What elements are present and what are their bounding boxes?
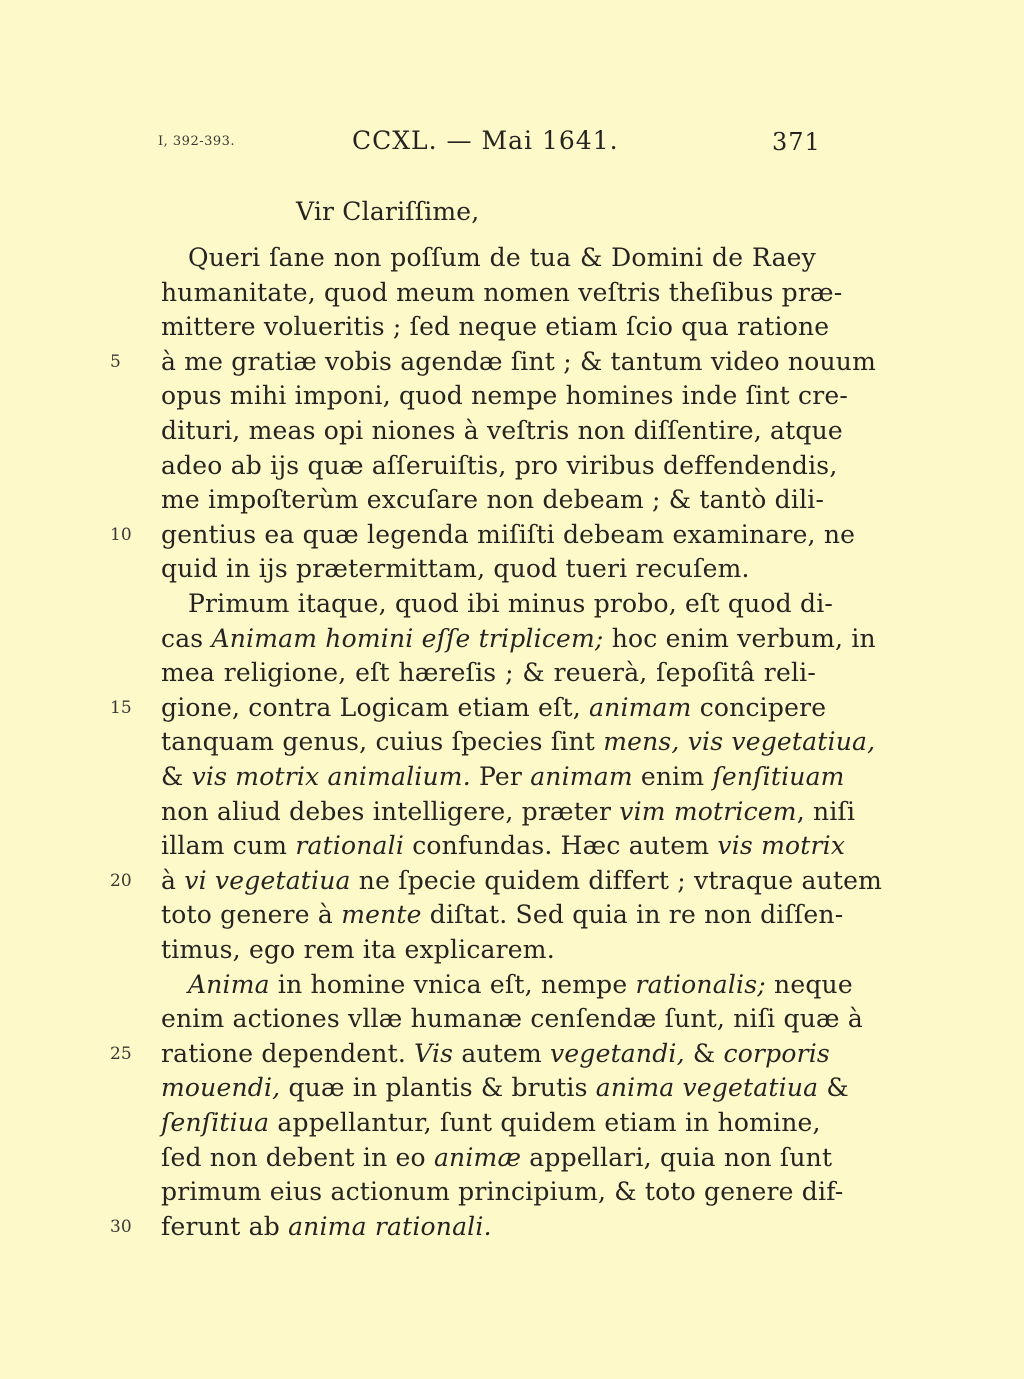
text-span: & <box>684 1039 724 1068</box>
text-span: ne ſpecie quidem differt ; vtraque autem <box>350 866 883 895</box>
text-line <box>161 414 843 448</box>
text-span: illam cum <box>161 831 296 860</box>
text-span: mea religione, eſt hæreſis ; & reuerà, ſepoſitâ reli- <box>161 658 816 687</box>
text-span: autem <box>453 1039 551 1068</box>
italic-span: animam <box>530 762 633 791</box>
italic-span: mouendi, <box>161 1073 281 1102</box>
text-line <box>161 1037 830 1071</box>
italic-span: vi vegetatiua <box>184 866 351 895</box>
text-span: enim <box>632 762 713 791</box>
text-span: gentius ea quæ legenda miſiſti debeam examinare, ne <box>161 520 856 549</box>
italic-span: mente <box>341 900 422 929</box>
text-span: quid in ijs prætermittam, quod tueri recuſem. <box>161 554 750 583</box>
text-span: me impoſterùm excuſare non debeam ; & tantò dili- <box>161 485 825 514</box>
line-number: 15 <box>110 698 132 718</box>
text-span: Primum itaque, quod ibi minus probo, eſt quod di- <box>188 589 834 618</box>
italic-span: vegetandi, <box>550 1039 685 1068</box>
italic-span: Animam homini eſſe triplicem; <box>211 624 604 653</box>
line-number: 20 <box>110 871 132 891</box>
italic-span: rationali <box>295 831 405 860</box>
text-span: dituri, meas opi niones à veſtris non diſſentire, atque <box>161 416 843 445</box>
text-line <box>188 968 853 1002</box>
text-span: ratione dependent. <box>161 1039 415 1068</box>
text-span: & <box>818 1073 849 1102</box>
text-span: ſed non debent in eo <box>161 1143 434 1172</box>
text-span: Queri ſane non poſſum de tua & Domini de Raey <box>188 243 816 272</box>
running-head-title: CCXL. — Mai 1641. <box>352 126 619 155</box>
text-span: confundas. Hæc autem <box>404 831 718 860</box>
text-line <box>161 1071 849 1105</box>
text-span: neque <box>765 970 853 999</box>
text-span: concipere <box>691 693 827 722</box>
text-line <box>188 241 816 275</box>
text-line <box>161 1141 833 1175</box>
italic-span: vim motricem <box>619 797 797 826</box>
text-span: in homine vnica eſt, nempe <box>269 970 636 999</box>
salutation: Vir Clariſſime, <box>296 197 480 226</box>
text-span: diſtat. Sed quia in re non diſſen- <box>421 900 844 929</box>
italic-span: anima vegetatiua <box>595 1073 819 1102</box>
italic-span: animæ <box>433 1143 522 1172</box>
italic-span: vis motrix <box>717 831 846 860</box>
text-span: cas <box>161 624 212 653</box>
text-line <box>161 518 856 552</box>
text-span: primum eius actionum principium, & toto genere dif- <box>161 1177 844 1206</box>
italic-span: rationalis; <box>635 970 766 999</box>
text-span: enim actiones vllæ humanæ cenſendæ ſunt, niſi quæ à <box>161 1004 863 1033</box>
text-line <box>161 1002 863 1036</box>
text-line <box>161 310 830 344</box>
text-line <box>161 933 816 967</box>
text-line <box>161 345 876 379</box>
text-span: , niſi <box>796 797 856 826</box>
italic-span: anima rationali. <box>288 1212 492 1241</box>
text-line <box>161 379 848 413</box>
text-line <box>161 829 846 863</box>
text-line <box>161 760 845 794</box>
text-span: non aliud debes intelligere, præter <box>161 797 620 826</box>
text-line <box>161 276 843 310</box>
italic-span: animam <box>589 693 692 722</box>
line-number: 25 <box>110 1044 132 1064</box>
text-line <box>161 864 883 898</box>
text-span: toto genere à <box>161 900 342 929</box>
text-span: opus mihi imponi, quod nempe homines inde ſint cre- <box>161 381 848 410</box>
text-line <box>161 552 816 586</box>
text-line <box>161 622 876 656</box>
text-line <box>161 656 816 690</box>
text-span: ferunt ab <box>161 1212 289 1241</box>
text-line <box>161 1106 821 1140</box>
italic-span: ſenſitiuam <box>712 762 845 791</box>
italic-span: Anima <box>188 970 270 999</box>
text-line <box>161 1175 844 1209</box>
text-span: & <box>161 762 192 791</box>
text-span: gione, contra Logicam etiam eſt, <box>161 693 590 722</box>
text-line <box>188 587 834 621</box>
text-span: humanitate, quod meum nomen veſtris theſibus præ- <box>161 278 843 307</box>
line-number: 10 <box>110 525 132 545</box>
text-line <box>161 795 856 829</box>
text-span: à <box>161 866 185 895</box>
text-line <box>161 483 825 517</box>
text-span: hoc enim verbum, in <box>603 624 876 653</box>
italic-span: corporis <box>723 1039 830 1068</box>
running-head-reference: I, 392-393. <box>158 134 236 149</box>
text-span: Per <box>470 762 531 791</box>
italic-span: ſenſitiua <box>161 1108 270 1137</box>
text-line <box>161 725 876 759</box>
text-line <box>161 691 827 725</box>
italic-span: mens, vis vegetatiua, <box>603 727 876 756</box>
text-span: à me gratiæ vobis agendæ ſint ; & tantum video nouum <box>161 347 876 376</box>
line-number: 30 <box>110 1217 132 1237</box>
text-line <box>161 898 844 932</box>
text-span: appellantur, ſunt quidem etiam in homine, <box>269 1108 821 1137</box>
text-span: appellari, quia non ſunt <box>521 1143 833 1172</box>
text-line <box>161 1210 816 1244</box>
text-span: timus, ego rem ita explicarem. <box>161 935 555 964</box>
page-number: 371 <box>772 128 821 156</box>
text-span: tanquam genus, cuius ſpecies ſint <box>161 727 604 756</box>
text-span: adeo ab ijs quæ aſſeruiſtis, pro viribus deffendendis, <box>161 451 838 480</box>
italic-span: vis motrix animalium. <box>191 762 471 791</box>
text-line <box>161 449 838 483</box>
text-span: mittere volueritis ; ſed neque etiam ſcio qua ratione <box>161 312 830 341</box>
line-number: 5 <box>110 352 121 372</box>
text-span: quæ in plantis & brutis <box>280 1073 596 1102</box>
italic-span: Vis <box>414 1039 454 1068</box>
